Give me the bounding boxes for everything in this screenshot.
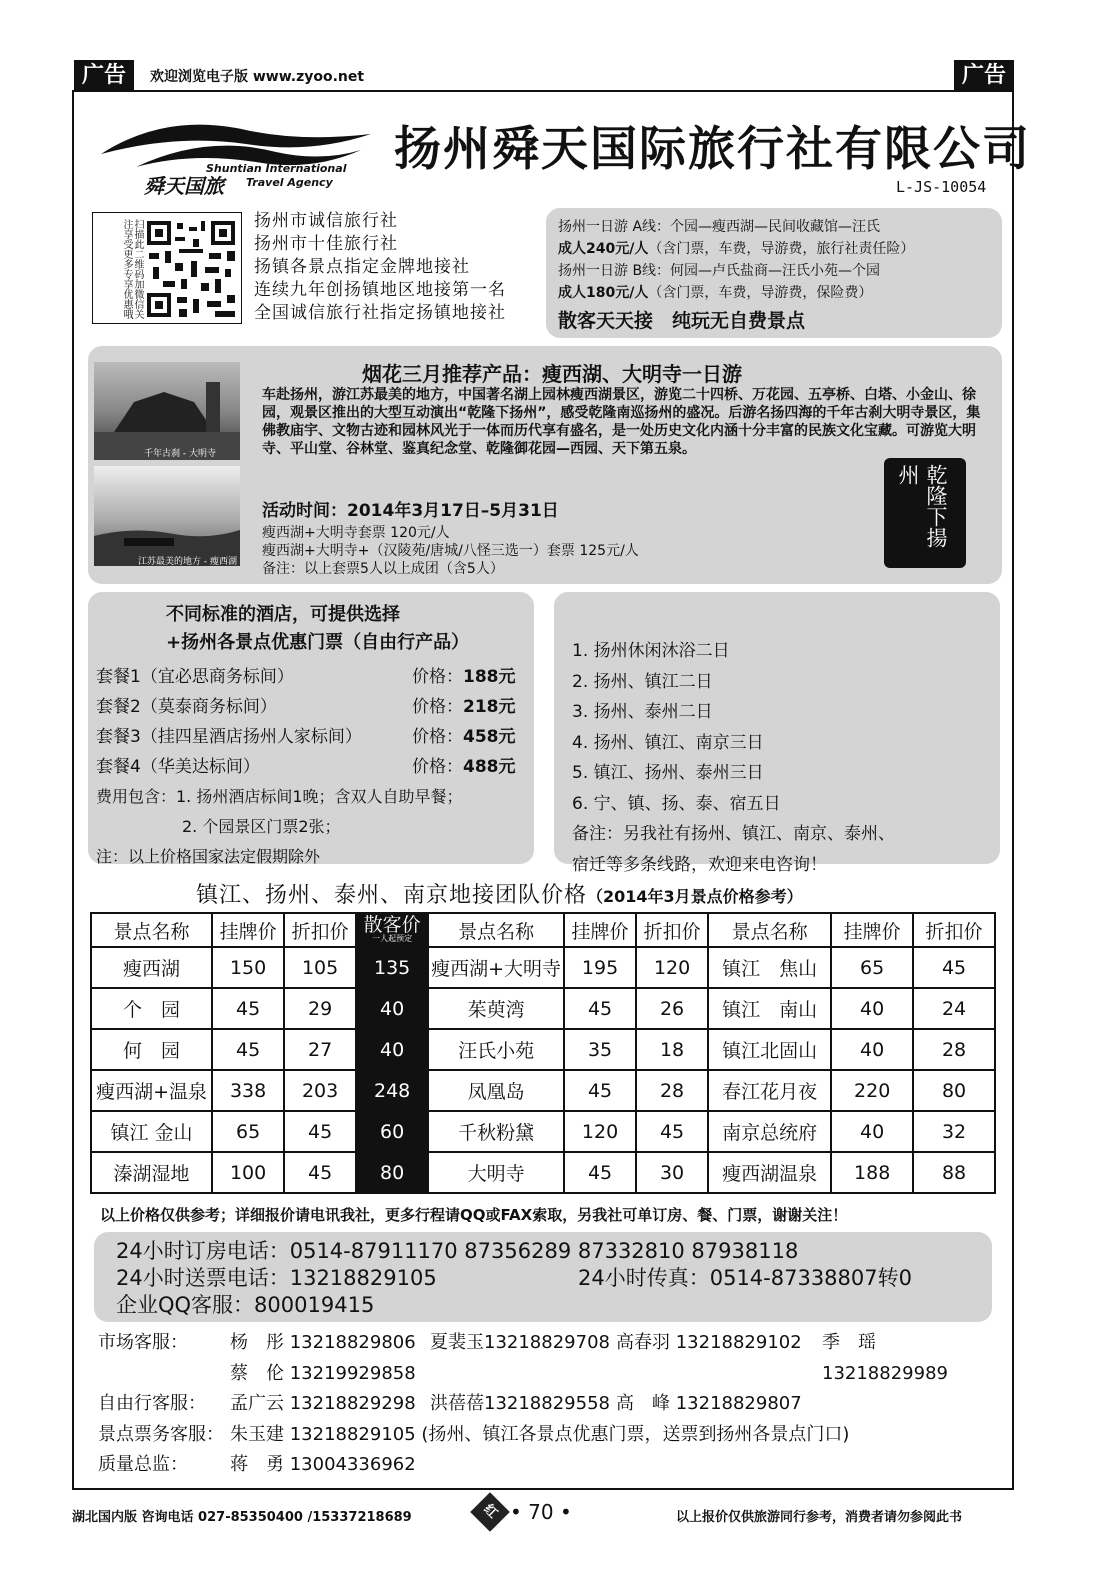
price-title: 镇江、扬州、泰州、南京地接团队价格 xyxy=(196,883,588,908)
table-cell: 45 xyxy=(564,988,636,1029)
table-cell: 40 xyxy=(356,988,428,1029)
table-cell: 135 xyxy=(356,947,428,988)
qr-block xyxy=(92,212,242,324)
honor-item: 扬州市十佳旅行社 xyxy=(254,234,398,254)
logo-en-2: Travel Agency xyxy=(246,176,333,189)
package-row xyxy=(96,722,526,752)
table-cell: 瘦西湖 xyxy=(91,947,212,988)
package-row xyxy=(96,752,526,782)
table-cell: 220 xyxy=(831,1070,913,1111)
table-cell: 24 xyxy=(913,988,995,1029)
contact-label: 质量总监： xyxy=(98,1454,188,1475)
contact-item[interactable]: 朱玉建 13218829105 (扬州、镇江各景点优惠门票，送票到扬州各景点门口) xyxy=(230,1423,850,1445)
table-cell: 26 xyxy=(636,988,708,1029)
table-cell: 150 xyxy=(212,947,284,988)
price-table xyxy=(90,912,996,1194)
honors-list xyxy=(254,210,506,325)
tour-b-note: （含门票，车费，导游费，保险费） xyxy=(648,285,873,301)
table-cell: 120 xyxy=(564,1111,636,1152)
hotel-title-2: +扬州各景点优惠门票（自由行产品） xyxy=(166,632,470,653)
package-price: 218元 xyxy=(463,697,516,717)
table-row xyxy=(91,1152,995,1193)
table-cell: 80 xyxy=(913,1070,995,1111)
table-cell: 大明寺 xyxy=(428,1152,564,1193)
price-note: 以上价格仅供参考；详细报价请电讯我社，更多行程请QQ或FAX索取，另我社可单订房、餐、门票，谢谢关注！ xyxy=(100,1206,848,1224)
package-price-row xyxy=(412,662,516,692)
table-cell: 203 xyxy=(284,1070,356,1111)
tour-a-price-row xyxy=(558,238,914,258)
contact-label: 自由行客服： xyxy=(98,1393,206,1414)
tour-a-line: 扬州一日游 A线：个园—瘦西湖—民间收藏馆—汪氏 xyxy=(558,219,881,235)
table-cell: 40 xyxy=(831,1029,913,1070)
table-cell: 溱湖湿地 xyxy=(91,1152,212,1193)
route-list xyxy=(572,636,895,880)
red-mark-icon: 红 xyxy=(470,1492,510,1532)
tour-b-line: 扬州一日游 B线：何园—卢氏盐商—汪氏小苑—个园 xyxy=(558,263,881,279)
table-cell: 35 xyxy=(564,1029,636,1070)
col-header: 挂牌价 xyxy=(212,913,284,947)
package-price-label: 价格： xyxy=(412,757,463,777)
contact-item[interactable]: 高春羽 13218829102 xyxy=(616,1332,802,1353)
col-header: 景点名称 xyxy=(708,913,831,947)
tour-b-price: 成人180元/人 xyxy=(558,285,649,301)
logo-cn: 舜天国旅 xyxy=(144,174,224,198)
contact-row xyxy=(98,1389,998,1420)
contact-row xyxy=(98,1420,998,1451)
ad-tag-right: 广告 xyxy=(954,60,1014,92)
table-cell: 188 xyxy=(831,1152,913,1193)
package-price-row xyxy=(412,722,516,752)
route-item: 3. 扬州、泰州二日 xyxy=(572,702,713,722)
fee-line-2: 2. 个园景区门票2张； xyxy=(182,817,341,836)
table-cell: 45 xyxy=(212,1029,284,1070)
license-no: L-JS-10054 xyxy=(896,178,987,196)
contact-item[interactable]: 孟广云 13218829298 xyxy=(230,1393,416,1414)
fee-line-1: 费用包含：1. 扬州酒店标间1晚；含双人自助早餐； xyxy=(96,787,463,806)
fax[interactable]: 24小时传真：0514-87338807转0 xyxy=(578,1266,912,1290)
col-header: 景点名称 xyxy=(91,913,212,947)
route-item: 1. 扬州休闲沐浴二日 xyxy=(572,641,730,661)
table-cell: 40 xyxy=(831,1111,913,1152)
package-price: 488元 xyxy=(463,757,516,777)
honor-item: 扬镇各景点指定金牌地接社 xyxy=(254,257,470,277)
lake-photo xyxy=(94,466,240,566)
table-cell: 个 园 xyxy=(91,988,212,1029)
contact-label: 景点票务客服： xyxy=(98,1423,224,1445)
table-cell: 春江花月夜 xyxy=(708,1070,831,1111)
table-cell: 100 xyxy=(212,1152,284,1193)
company-logo xyxy=(96,112,376,202)
package-row xyxy=(96,662,526,692)
table-cell: 茱萸湾 xyxy=(428,988,564,1029)
honor-item: 连续九年创扬镇地区地接第一名 xyxy=(254,280,506,300)
package-price: 458元 xyxy=(463,727,516,747)
table-cell: 28 xyxy=(636,1070,708,1111)
temple-photo xyxy=(94,362,240,460)
table-cell: 瘦西湖+温泉 xyxy=(91,1070,212,1111)
route-item: 4. 扬州、镇江、南京三日 xyxy=(572,732,764,753)
table-cell: 28 xyxy=(913,1029,995,1070)
table-cell: 凤凰岛 xyxy=(428,1070,564,1111)
table-cell: 105 xyxy=(284,947,356,988)
walkin-sub: 一人起预定 xyxy=(372,934,413,943)
table-cell: 338 xyxy=(212,1070,284,1111)
package-name: 套餐2（莫泰商务标间） xyxy=(96,697,277,717)
booking-phone[interactable]: 24小时订房电话：0514-87911170 87356289 87332810 87938118 xyxy=(116,1239,799,1263)
contact-item[interactable]: 蔡 伦 13219929858 xyxy=(230,1362,416,1384)
package-name: 套餐4（华美达标间） xyxy=(96,757,260,777)
package-name: 套餐1（宜必思商务标间） xyxy=(96,667,294,687)
table-cell: 镇江北固山 xyxy=(708,1029,831,1070)
price-title-row xyxy=(196,878,803,909)
walkin-label: 散客价 xyxy=(363,914,421,936)
table-cell: 88 xyxy=(913,1152,995,1193)
package-price-label: 价格： xyxy=(412,667,463,687)
hotel-title-1: 不同标准的酒店，可提供选择 xyxy=(166,604,400,625)
table-row xyxy=(91,988,995,1029)
table-cell: 千秋粉黛 xyxy=(428,1111,564,1152)
package-price-row xyxy=(412,692,516,722)
contact-item[interactable]: 洪蓓蓓13218829558 xyxy=(430,1393,610,1414)
tour-b-price-row xyxy=(558,282,872,302)
route-item: 2. 扬州、镇江二日 xyxy=(572,671,713,692)
day-tour-box xyxy=(546,208,1002,338)
table-cell: 18 xyxy=(636,1029,708,1070)
activity-time: 活动时间：2014年3月17日–5月31日 xyxy=(262,501,559,521)
package-row xyxy=(96,692,526,722)
tour-a-note: （含门票，车费，导游费，旅行社责任险） xyxy=(648,241,915,257)
hotel-box xyxy=(88,592,534,864)
table-cell: 镇江 南山 xyxy=(708,988,831,1029)
table-row xyxy=(91,1111,995,1152)
table-cell: 45 xyxy=(212,988,284,1029)
table-cell: 65 xyxy=(831,947,913,988)
table-cell: 60 xyxy=(356,1111,428,1152)
table-cell: 32 xyxy=(913,1111,995,1152)
table-cell: 40 xyxy=(831,988,913,1029)
table-header xyxy=(91,913,995,947)
table-cell: 南京总统府 xyxy=(708,1111,831,1152)
package-price-label: 价格： xyxy=(412,697,463,717)
page-number: • 70 • xyxy=(510,1500,572,1524)
contact-item[interactable]: 杨 彤 13218829806 xyxy=(230,1332,416,1353)
footer-left: 湖北国内版 咨询电话 027-85350400 /15337218689 xyxy=(72,1510,412,1525)
lake-photo-caption: 江苏最美的地方 - 瘦西湖 xyxy=(138,557,237,567)
table-cell: 248 xyxy=(356,1070,428,1111)
company-name: 扬州舜天国际旅行社有限公司 xyxy=(394,122,1031,177)
table-cell: 45 xyxy=(284,1152,356,1193)
table-cell: 瘦西湖+大明寺 xyxy=(428,947,564,988)
col-header: 景点名称 xyxy=(428,913,564,947)
col-header: 折扣价 xyxy=(636,913,708,947)
qr-caption: 扫描此二维码加微信关注享受更多专享优惠哦 xyxy=(121,219,143,319)
col-header: 折扣价 xyxy=(284,913,356,947)
phone-box xyxy=(94,1232,992,1322)
contact-item[interactable]: 高 峰 13218829807 xyxy=(616,1393,802,1414)
contact-item[interactable]: 蒋 勇 13004336962 xyxy=(230,1454,416,1475)
temple-photo-caption: 千年古刹 - 大明寺 xyxy=(144,449,216,459)
seal-text: 乾隆下揚州 xyxy=(896,464,948,548)
route-note-1: 备注：另我社有扬州、镇江、南京、泰州、 xyxy=(572,824,895,844)
tour-a-price: 成人240元/人 xyxy=(558,241,649,257)
contact-row xyxy=(98,1359,998,1390)
table-cell: 195 xyxy=(564,947,636,988)
featured-desc: 车赴扬州，游江苏最美的地方，中国著名湖上园林瘦西湖景区，游览二十四桥、万花园、五亭桥、白塔、小金山、徐园，观景区推出的大型互动演出“乾隆下扬州”，感受乾隆南巡扬州的盛况。后游名扬四海的千年古刹大明寺景区，集佛教庙宇、文物古迹和园林风光于一体而历代享有盛名，是一处历史文化内涵十分丰富的民族文化宝藏。可游览大明寺、平山堂、谷林堂、鉴真纪念堂、乾隆御花园—西园、天下第五泉。 xyxy=(262,387,981,457)
table-cell: 120 xyxy=(636,947,708,988)
ticket-note: 备注：以上套票5人以上成团（含5人） xyxy=(262,561,504,577)
package-price: 188元 xyxy=(463,667,516,687)
featured-title: 烟花三月推荐产品：瘦西湖、大明寺一日游 xyxy=(362,362,742,386)
table-row xyxy=(91,1029,995,1070)
table-cell: 何 园 xyxy=(91,1029,212,1070)
featured-box xyxy=(88,346,1002,584)
route-note-2: 宿迁等多条线路，欢迎来电咨询！ xyxy=(572,854,827,875)
routes-box xyxy=(554,592,1000,875)
package-name: 套餐3（挂四星酒店扬州人家标间） xyxy=(96,727,362,747)
table-cell: 45 xyxy=(636,1111,708,1152)
table-cell: 27 xyxy=(284,1029,356,1070)
ticket-2: 瘦西湖+大明寺+（汉陵苑/唐城/八怪三选一）套票 125元/人 xyxy=(262,543,639,559)
qianlong-seal xyxy=(884,458,966,568)
table-row xyxy=(91,947,995,988)
ticket-phone[interactable]: 24小时送票电话：13218829105 xyxy=(116,1266,437,1290)
table-cell: 45 xyxy=(564,1070,636,1111)
table-cell: 29 xyxy=(284,988,356,1029)
col-header: 挂牌价 xyxy=(564,913,636,947)
honor-item: 全国诚信旅行社指定扬镇地接社 xyxy=(254,303,506,323)
contact-item[interactable]: 夏裴玉13218829708 xyxy=(430,1332,610,1353)
col-header: 折扣价 xyxy=(913,913,995,947)
ticket-1: 瘦西湖+大明寺套票 120元/人 xyxy=(262,525,450,541)
route-item: 5. 镇江、扬州、泰州三日 xyxy=(572,763,764,783)
site-url[interactable]: 欢迎浏览电子版 www.zyoo.net xyxy=(150,69,365,85)
package-price-row xyxy=(412,752,516,782)
table-cell: 汪氏小苑 xyxy=(428,1029,564,1070)
table-cell: 45 xyxy=(564,1152,636,1193)
table-cell: 镇江 焦山 xyxy=(708,947,831,988)
table-cell: 40 xyxy=(356,1029,428,1070)
contact-label: 市场客服： xyxy=(98,1332,188,1353)
table-cell: 45 xyxy=(284,1111,356,1152)
contacts xyxy=(98,1328,998,1481)
boat-icon xyxy=(94,466,240,566)
hotel-note: 注：以上价格国家法定假期除外 xyxy=(96,847,321,866)
table-cell: 45 xyxy=(913,947,995,988)
contact-item[interactable]: 季 瑶13218829989 xyxy=(822,1332,948,1384)
tour-slogan: 散客天天接 纯玩无自费景点 xyxy=(558,310,806,332)
honor-item: 扬州市诚信旅行社 xyxy=(254,211,398,231)
packages xyxy=(96,662,526,872)
route-item: 6. 宁、镇、扬、泰、宿五日 xyxy=(572,793,781,814)
ad-tag-left: 广告 xyxy=(74,60,134,92)
package-price-label: 价格： xyxy=(412,727,463,747)
price-subtitle: （2014年3月景点价格参考） xyxy=(587,887,803,906)
table-cell: 80 xyxy=(356,1152,428,1193)
table-cell: 65 xyxy=(212,1111,284,1152)
contact-row xyxy=(98,1450,998,1481)
logo-en-1: Shuntian International xyxy=(206,162,347,175)
qr-code-icon[interactable] xyxy=(145,219,237,319)
table-row xyxy=(91,1070,995,1111)
footer-right: 以上报价仅供旅游同行参考，消费者请勿参阅此书 xyxy=(676,1510,963,1525)
table-cell: 30 xyxy=(636,1152,708,1193)
table-cell: 瘦西湖温泉 xyxy=(708,1152,831,1193)
qq-service[interactable]: 企业QQ客服：800019415 xyxy=(116,1293,375,1317)
table-cell: 镇江 金山 xyxy=(91,1111,212,1152)
col-header-walkin xyxy=(356,913,428,947)
col-header: 挂牌价 xyxy=(831,913,913,947)
